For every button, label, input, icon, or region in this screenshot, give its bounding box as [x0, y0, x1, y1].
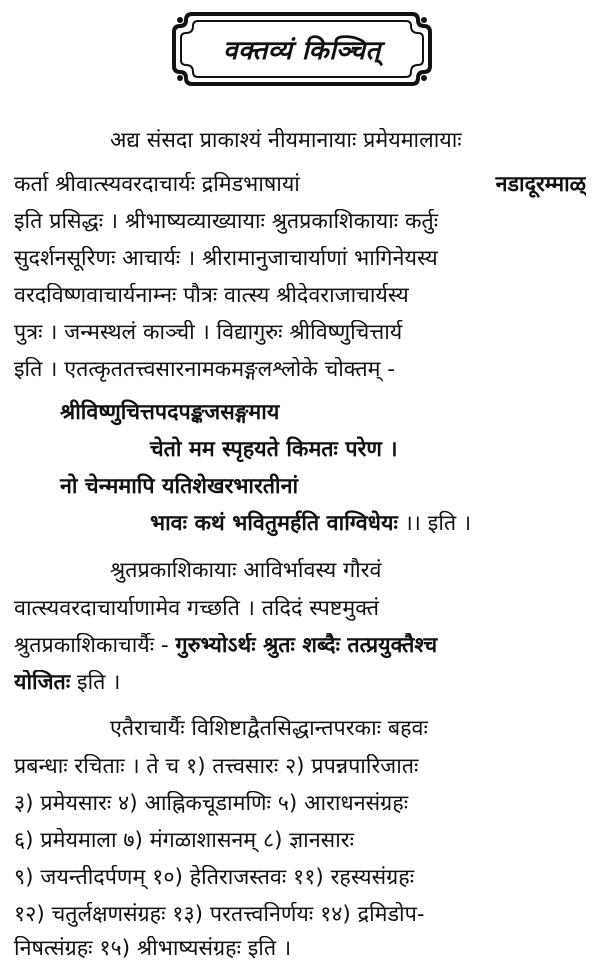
para1-line-1: अद्य संसदा प्राकाश्यं नीयमानायाः प्रमेयमालायाः — [110, 128, 462, 153]
para2-line-4 — [14, 670, 586, 700]
title-frame — [168, 8, 436, 90]
para2-line-2: वात्स्यवरदाचार्याणामेव गच्छति । तदिदं स्पष्टमुक्तं — [14, 596, 379, 621]
para2-line-4-suffix: इति । — [70, 670, 121, 695]
para3-line-6: १२) चतुर्लक्षणसंग्रहः १३) परतत्त्वनिर्णयः १४) द्रमिडोप- — [14, 902, 425, 927]
para3-line-3: ३) प्रमेयसारः ४) आह्निकचूडामणिः ५) आराधनसंग्रहः — [14, 791, 409, 816]
para3-line-4: ६) प्रमेयमाला ७) मंगळाशासनम् ८) ज्ञानसारः — [14, 828, 354, 853]
para3-line-7: निषत्संग्रहः १५) श्रीभाष्यसंग्रहः इति । — [14, 936, 292, 961]
para2-quote: गुरुभ्योऽर्थः श्रुतः शब्दैः तत्प्रयुक्तैश्च — [175, 633, 438, 658]
para1-bold-name: नडादूरम्माळ् — [495, 172, 586, 197]
para1-line-4: सुदर्शनसूरिणः आचार्यः । श्रीरामानुजाचार्याणां भागिनेयस्य — [14, 246, 438, 271]
para1-line-3: इति प्रसिद्धः । श्रीभाष्यव्याख्यायाः श्रुतप्रकाशिकायाः कर्तुः — [14, 209, 439, 234]
para3-line-1: एतैराचार्यैः विशिष्टाद्वैतसिद्धान्तपरकाः बहवः — [110, 716, 428, 741]
para1-line-7: इति । एतत्कृततत्त्वसारनामकमङ्गलश्लोके चोक्तम् - — [14, 357, 396, 382]
verse-end: ।। इति । — [397, 511, 472, 536]
para2-line-3-prefix: श्रुतप्रकाशिकाचार्यैः - — [14, 633, 176, 658]
verse-line-2: चेतो मम स्पृहयते किमतः परेण । — [150, 437, 398, 462]
para3-line-2: प्रबन्धाः रचिताः । ते च १) तत्त्वसारः २) प्रपन्नपारिजातः — [14, 754, 419, 779]
para1-line-6: पुत्रः । जन्मस्थलं काञ्ची । विद्यागुरुः श्रीविष्णुचित्तार्य — [14, 320, 403, 345]
verse-line-4-text: भावः कथं भवितुमर्हति वाग्विधेयः — [150, 511, 398, 536]
para2-line-1: श्रुतप्रकाशिकायाः आविर्भावस्य गौरवं — [110, 558, 382, 583]
para3-line-5: ९) जयन्तीदर्पणम् १०) हेतिराजस्तवः ११) रहस्यसंग्रहः — [14, 865, 415, 890]
verse-line-3: नो चेन्ममापि यतिशेखरभारतीनां — [60, 474, 299, 499]
para2-quote-end: योजितः — [14, 670, 71, 695]
para1-line-5: वरदविष्णवाचार्यनाम्नः पौत्रः वात्स्य श्रीदेवराजाचार्यस्य — [14, 283, 409, 308]
verse-line-1: श्रीविष्णुचित्तपदपङ्कजसङ्गमाय — [60, 400, 280, 425]
para1-line-2: कर्ता श्रीवात्स्यवरदाचार्यः द्रमिडभाषायां — [14, 172, 300, 197]
page-title: वक्तव्यं किञ्चित् — [223, 36, 381, 66]
para2-line-3 — [14, 633, 586, 663]
verse-line-4 — [150, 511, 471, 537]
